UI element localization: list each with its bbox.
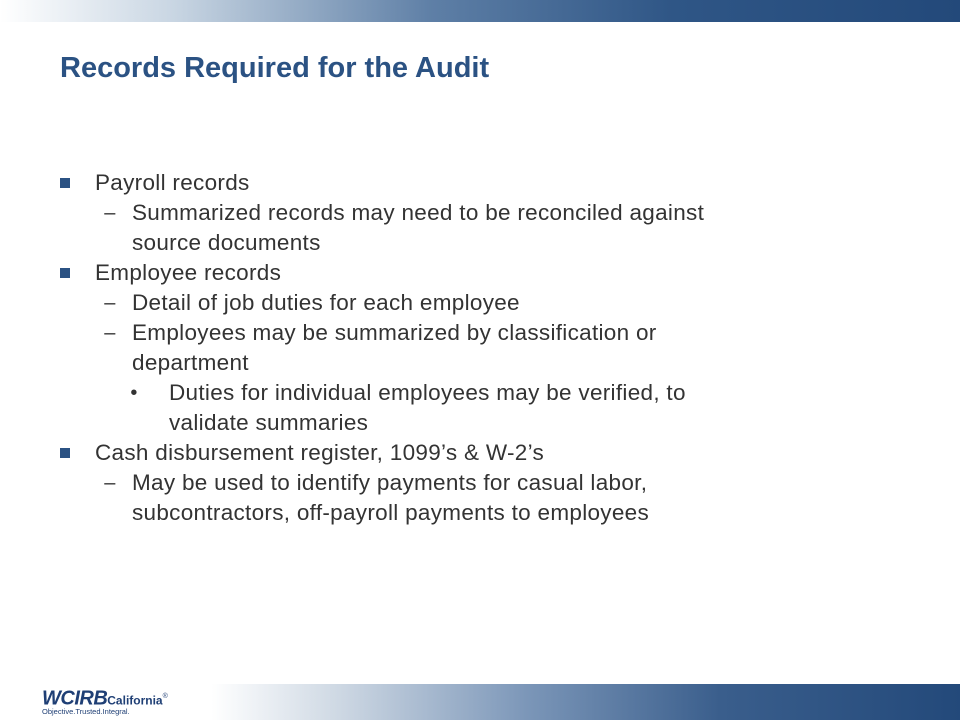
bullet-text: Payroll records [95,170,250,195]
bullet-text: subcontractors, off-payroll payments to employees [132,500,650,525]
bullet-text: Employee records [95,260,282,285]
bullet-text: May be used to identify payments for casual labor, [132,470,648,495]
sub-sub-bullet-continuation [0,408,960,438]
bullet-item [0,168,960,198]
sub-bullet-item [0,468,960,498]
sub-bullet-continuation [0,498,960,528]
wcirb-logo [42,687,202,717]
dash-bullet-icon: – [104,292,116,314]
sub-bullet-continuation [0,228,960,258]
dot-bullet-icon: • [130,382,138,404]
dash-bullet-icon: – [104,202,116,224]
square-bullet-icon [60,268,70,278]
slide-title: Records Required for the Audit [60,52,490,84]
bullet-text: Duties for individual employees may be verified, to [169,380,686,405]
bullet-text: source documents [132,230,321,255]
bullet-text: Cash disbursement register, 1099’s & W-2’s [95,440,545,465]
logo-region: California [107,693,163,708]
logo-tagline: Objective.Trusted.Integral. [42,707,130,716]
sub-bullet-item [0,318,960,348]
dash-bullet-icon: – [104,322,116,344]
bullet-text: Employees may be summarized by classification or [132,320,657,345]
dash-bullet-icon: – [104,472,116,494]
sub-bullet-item [0,288,960,318]
sub-bullet-continuation [0,348,960,378]
square-bullet-icon [60,448,70,458]
bullet-item [0,438,960,468]
bullet-item [0,258,960,288]
bullet-text: Detail of job duties for each employee [132,290,520,315]
square-bullet-icon [60,178,70,188]
bullet-text: validate summaries [169,410,369,435]
bullet-text: department [132,350,249,375]
logo-brand: WCIRB [42,687,108,710]
bullet-text: Summarized records may need to be reconciled against [132,200,705,225]
sub-sub-bullet-item [0,378,960,408]
registered-mark: ® [162,693,168,700]
top-accent-bar [0,0,960,22]
sub-bullet-item [0,198,960,228]
bullet-list [0,168,960,528]
